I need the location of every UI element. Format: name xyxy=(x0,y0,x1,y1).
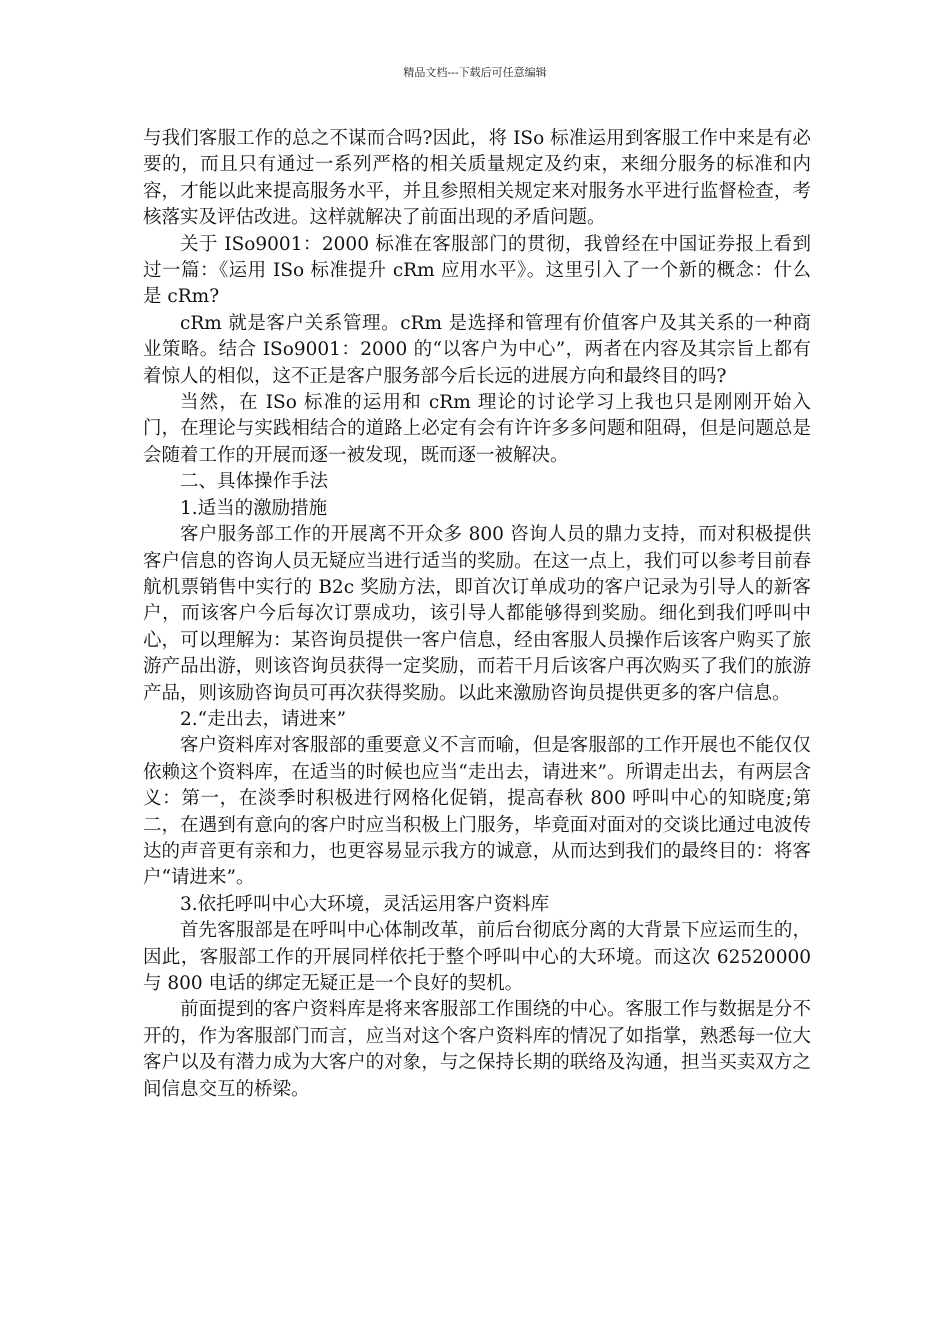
paragraph-8: 前面提到的客户资料库是将来客服部工作围绕的中心。客服工作与数据是分不开的，作为客服部门而言，应当对这个客户资料库的情况了如指掌，熟悉每一位大客户以及有潜力成为大客户的对象，与之保持长期的联络及沟通，担当买卖双方之间信息交互的桥梁。 xyxy=(143,999,811,1100)
paragraph-3: cRm 就是客户关系管理。cRm 是选择和管理有价值客户及其关系的一种商业策略。结合 ISo9001：2000 的“以客户为中心”，两者在内容及其宗旨上都有着惊人的相似，这不正是客户服务部今后长远的进展方向和最终目的吗? xyxy=(143,312,811,387)
page-header: 精品文档---下载后可任意编辑 xyxy=(403,66,547,79)
paragraph-2: 关于 ISo9001：2000 标准在客服部门的贯彻，我曾经在中国证券报上看到过一篇：《运用 ISo 标准提升 cRm 应用水平》。这里引入了一个新的概念：什么是 cRm? xyxy=(143,233,811,308)
subheading-3: 3.依托呼叫中心大环境，灵活运用客户资料库 xyxy=(180,893,550,915)
section-heading: 二、具体操作手法 xyxy=(180,471,329,493)
subheading-2: 2.“走出去，请进来” xyxy=(180,708,347,730)
paragraph-4: 当然，在 ISo 标准的运用和 cRm 理论的讨论学习上我也只是刚刚开始入门，在理论与实践相结合的道路上必定有会有许许多多问题和阻碍，但是问题总是会随着工作的开展而逐一被发现，既而逐一被解决。 xyxy=(143,392,811,466)
paragraph-7: 首先客服部是在呼叫中心体制改革，前后台彻底分离的大背景下应运而生的，因此，客服部工作的开展同样依托于整个呼叫中心的大环境。而这次 62520000 与 800 电话的绑定无疑正是一个良好的契机。 xyxy=(143,920,811,994)
subheading-1: 1.适当的激励措施 xyxy=(180,497,328,519)
document-body xyxy=(143,126,811,1103)
paragraph-1: 与我们客服工作的总之不谋而合吗?因此，将 ISo 标准运用到客服工作中来是有必要的，而且只有通过一系列严格的相关质量规定及约束，来细分服务的标准和内容，才能以此来提高服务水平，并且参照相关规定来对服务水平进行监督检查，考核落实及评估改进。这样就解决了前面出现的矛盾问题。 xyxy=(143,128,811,229)
paragraph-6: 客户资料库对客服部的重要意义不言而喻，但是客服部的工作开展也不能仅仅依赖这个资料库，在适当的时候也应当“走出去，请进来”。所谓走出去，有两层含义：第一，在淡季时积极进行网格化促销，提高春秋 800 呼叫中心的知晓度;第二，在遇到有意向的客户时应当积极上门服务，毕竟面对面对的交谈比通过电波传达的声音更有亲和力，也更容易显示我方的诚意，从而达到我们的最终目的：将客户“请进来”。 xyxy=(143,735,811,889)
paragraph-5: 客户服务部工作的开展离不开众多 800 咨询人员的鼎力支持，而对积极提供客户信息的咨询人员无疑应当进行适当的奖励。在这一点上，我们可以参考目前春航机票销售中实行的 B2c 奖励方法，即首次订单成功的客户记录为引导人的新客户，而该客户今后每次订票成功，该引导人都能够得到奖励。细化到我们呼叫中心，可以理解为：某咨询员提供一客户信息，经由客服人员操作后该客户购买了旅游产品出游，则该咨询员获得一定奖励，而若干月后该客户再次购买了我们的旅游产品，则该励咨询员可再次获得奖励。以此来激励咨询员提供更多的客户信息。 xyxy=(143,524,811,704)
